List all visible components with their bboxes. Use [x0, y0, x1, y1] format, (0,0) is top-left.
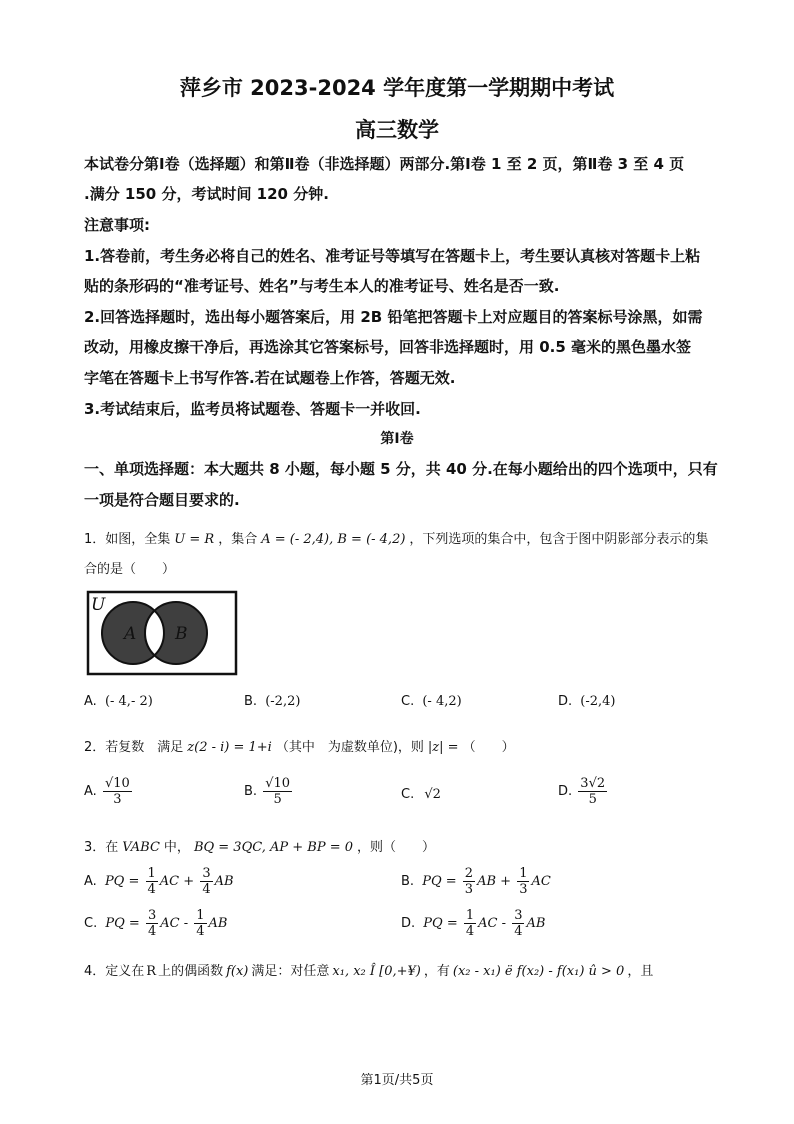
q3-option-c-coef-1 — [146, 908, 158, 939]
q2-option-c-label: C. — [401, 787, 415, 802]
intro-line-1: 本试卷分第Ⅰ卷（选择题）和第Ⅱ卷（非选择题）两部分.第Ⅰ卷 1 至 2 页，第Ⅱ卷 3 至 4 页 — [84, 155, 685, 173]
coef-den: 3 — [519, 882, 528, 897]
q1-option-b-value: (-2,2) — [265, 694, 301, 709]
section-heading-1: 一、单项选择题：本大题共 8 小题，每小题 5 分，共 40 分.在每小题给出的四个选项中，只有 — [84, 460, 718, 478]
q2-option-a-fraction — [103, 776, 132, 807]
q3-option-a[interactable] — [84, 866, 234, 897]
q3-option-b-lhs: PQ = — [422, 874, 457, 889]
q4-variables: x₁, x₂ Î [0,+¥) — [332, 964, 421, 979]
coef-num: 1 — [465, 908, 475, 923]
q2-option-d[interactable] — [558, 776, 609, 807]
coef-num: 1 — [147, 866, 156, 881]
q3-option-a-lhs: PQ = — [104, 874, 140, 889]
q3-option-d[interactable] — [401, 908, 545, 939]
coef-num: 1 — [519, 866, 528, 881]
coef-num: 3 — [202, 866, 211, 881]
q2-abs: |z| = — [427, 740, 459, 755]
notice-2a: 2.回答选择题时，选出每小题答案后，用 2B 铅笔把答题卡上对应题目的答案标号涂黑，如需 — [84, 308, 703, 326]
notice-3: 3.考试结束后，监考员将试题卷、答题卡一并收回. — [84, 400, 421, 418]
q3-option-c-lhs: PQ = — [105, 916, 140, 931]
q1-mid: ，集合 — [218, 532, 258, 547]
notice-2b: 改动，用橡皮擦干净后，再选涂其它答案标号，回答非选择题时，用 0.5 毫米的黑色墨水签 — [84, 338, 692, 356]
q1-option-d-label: D. — [558, 694, 573, 709]
q2-option-c[interactable] — [401, 787, 441, 802]
exam-title: 萍乡市 2023-2024 学年度第一学期期中考试 — [179, 76, 615, 100]
q2-option-a-label: A. — [84, 784, 97, 799]
coef-den: 4 — [514, 924, 523, 939]
q3-option-a-vec-1: AC — [159, 874, 180, 889]
q3-option-d-op: - — [501, 916, 507, 931]
q3-option-d-label: D. — [401, 916, 416, 931]
q3-option-b-coef-2 — [517, 866, 529, 897]
q3-suffix: ，则（ ） — [357, 840, 436, 855]
q3-condition: BQ = 3QC, AP + BP = 0 — [193, 840, 354, 855]
q3-triangle: VABC — [122, 840, 160, 855]
coef-den: 4 — [202, 882, 211, 897]
q3-option-d-vec-2: AB — [526, 916, 546, 931]
q1-option-a-label: A. — [84, 694, 97, 709]
notice-1a: 1.答卷前，考生务必将自己的姓名、准考证号等填写在答题卡上，考生要认真核对答题卡上粘 — [84, 247, 701, 265]
venn-label-u: U — [91, 595, 106, 615]
q2-option-a[interactable] — [84, 776, 134, 807]
q2-prefix: 2．若复数 满足 — [84, 740, 184, 755]
q2-option-b-den: 5 — [273, 792, 282, 807]
q2-option-b-fraction — [263, 776, 292, 807]
q3-option-b-vec-1: AB — [477, 874, 497, 889]
coef-num: 3 — [514, 908, 523, 923]
q1-option-c[interactable] — [401, 694, 462, 709]
q1-prefix: 1．如图，全集 — [84, 532, 171, 547]
q4-mid: 上的偶函数 — [158, 964, 224, 979]
q2-option-d-den: 5 — [588, 792, 597, 807]
venn-diagram — [86, 590, 238, 676]
q1-option-a[interactable] — [84, 694, 153, 709]
intro-line-2: .满分 150 分，考试时间 120 分钟. — [84, 185, 329, 203]
section-heading-2: 一项是符合题目要求的. — [84, 491, 240, 509]
question-4-stem — [84, 960, 653, 979]
coef-num: 1 — [196, 908, 205, 923]
q3-mid: 中， — [163, 840, 190, 855]
q1-option-c-value: (- 4,2) — [422, 694, 462, 709]
venn-label-a: A — [124, 624, 137, 644]
q2-option-d-num: 3√2 — [580, 776, 606, 791]
q4-mid3: ，有 — [423, 964, 450, 979]
q2-mid: （其中 为虚数单位)，则 — [275, 740, 424, 755]
q4-suffix: ，且 — [627, 964, 654, 979]
q1-universal-set: U = R — [174, 532, 215, 547]
subject-title: 高三数学 — [355, 118, 439, 142]
q4-mid2: 满足：对任意 — [251, 964, 330, 979]
q3-option-a-coef-1 — [146, 866, 158, 897]
section-name: 第Ⅰ卷 — [380, 431, 414, 447]
q1-sets: A = (- 2,4), B = (- 4,2) — [261, 532, 406, 547]
question-2-stem — [84, 736, 515, 755]
coef-den: 4 — [147, 924, 157, 939]
q3-option-d-lhs: PQ = — [423, 916, 458, 931]
q1-option-b-label: B. — [244, 694, 258, 709]
venn-label-b: B — [175, 624, 188, 644]
q2-option-b-label: B. — [244, 784, 258, 799]
coef-den: 4 — [196, 924, 205, 939]
q3-option-b-op: + — [500, 874, 512, 889]
coef-den: 4 — [465, 924, 475, 939]
notice-title: 注意事项: — [84, 216, 150, 234]
page-number: 第1页/共5页 — [360, 1073, 434, 1088]
q3-option-c-label: C. — [84, 916, 98, 931]
q2-option-a-num: √10 — [104, 776, 130, 791]
q3-option-d-vec-1: AC — [478, 916, 498, 931]
q3-option-b-coef-1 — [463, 866, 475, 897]
coef-den: 4 — [147, 882, 156, 897]
q3-option-b-label: B. — [401, 874, 415, 889]
q2-option-b[interactable] — [244, 776, 294, 807]
q1-option-c-label: C. — [401, 694, 415, 709]
coef-num: 2 — [464, 866, 474, 881]
notice-1b: 贴的条形码的“准考证号、姓名”与考生本人的准考证号、姓名是否一致. — [84, 277, 560, 295]
q2-equation: z(2 - i) = 1+i — [187, 740, 272, 755]
question-1-line-2: 合的是（ ） — [84, 562, 176, 577]
q3-option-c-vec-1: AC — [160, 916, 180, 931]
q1-option-d[interactable] — [558, 694, 616, 709]
q3-option-b-vec-2: AC — [531, 874, 551, 889]
question-3-stem — [84, 836, 435, 855]
q3-option-c[interactable] — [84, 908, 227, 939]
q3-option-a-vec-2: AB — [214, 874, 234, 889]
coef-den: 3 — [464, 882, 474, 897]
q3-option-c-coef-2 — [194, 908, 206, 939]
q2-suffix: （ ） — [462, 740, 515, 755]
q2-option-d-fraction — [578, 776, 607, 807]
q1-option-d-value: (-2,4) — [580, 694, 616, 709]
q4-inequality: (x₂ - x₁) ë f(x₂) - f(x₁) û > 0 — [452, 964, 625, 979]
coef-num: 3 — [147, 908, 157, 923]
q2-option-c-value: √2 — [424, 787, 441, 802]
q3-option-d-coef-2 — [512, 908, 524, 939]
q3-option-c-vec-2: AB — [208, 916, 228, 931]
q3-option-a-op: + — [183, 874, 195, 889]
q3-option-d-coef-1 — [464, 908, 476, 939]
q4-reals: R — [146, 964, 157, 979]
question-1-stem — [84, 528, 708, 547]
notice-2c: 字笔在答题卡上书写作答.若在试题卷上作答，答题无效. — [84, 369, 456, 387]
q4-function: f(x) — [226, 964, 249, 979]
q3-prefix: 3．在 — [84, 840, 119, 855]
q1-option-a-value: (- 4,- 2) — [104, 694, 153, 709]
q3-option-c-op: - — [183, 916, 189, 931]
q3-option-a-coef-2 — [200, 866, 212, 897]
q2-option-b-num: √10 — [265, 776, 291, 791]
q3-option-a-label: A. — [84, 874, 97, 889]
q4-prefix: 4．定义在 — [84, 964, 145, 979]
q1-suffix: ，下列选项的集合中，包含于图中阴影部分表示的集 — [409, 532, 709, 547]
q2-option-a-den: 3 — [113, 792, 122, 807]
q3-option-b[interactable] — [401, 866, 551, 897]
q2-option-d-label: D. — [558, 784, 573, 799]
q1-option-b[interactable] — [244, 694, 300, 709]
